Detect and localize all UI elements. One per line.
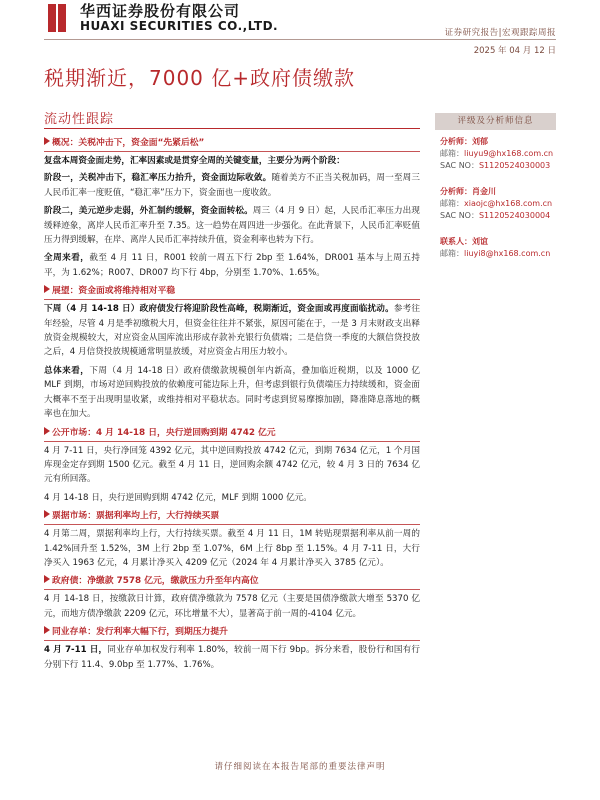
triangle-bullet-icon (44, 137, 50, 145)
paragraph (44, 592, 420, 621)
sac-label: SAC NO： (440, 161, 479, 170)
paragraph (44, 204, 420, 247)
paragraph (44, 171, 420, 200)
section-heading (44, 509, 420, 524)
analyst-email-link[interactable]: liuyu9@hx168.com.cn (464, 149, 554, 158)
section-heading (44, 625, 420, 640)
paragraph-text: 4 月 14-18 日，央行逆回购到期 4742 亿元，MLF 到期 1000 亿元。 (44, 492, 312, 503)
paragraph (44, 527, 420, 570)
heading-underline (44, 151, 420, 152)
paragraph (44, 643, 420, 672)
section-heading (44, 426, 420, 441)
paragraph (44, 364, 420, 422)
analyst-card (440, 186, 560, 222)
analyst-email-row (440, 198, 560, 210)
section-heading (44, 574, 420, 589)
email-label: 邮箱： (440, 249, 464, 258)
company-name-cn: 华西证券股份有限公司 (80, 2, 241, 20)
section-tag: 流动性跟踪 (44, 112, 115, 127)
heading-underline (44, 589, 420, 590)
section-heading-text: 政府债：净缴款 7578 亿元，缴款压力升至年内高位 (52, 576, 259, 587)
paragraph-lead: 4 月 7-11 日， (44, 645, 108, 656)
triangle-bullet-icon (44, 626, 50, 634)
contact-name: 联系人：刘谊 (440, 237, 488, 246)
paragraph-lead: 总体来看， (44, 365, 90, 376)
paragraph (44, 251, 420, 280)
paragraph-text: 4 月 14-18 日，按缴款日计算，政府债净缴款为 7578 亿元（主要是国债净缴款大增至 5370 亿元，而地方债净缴款 2209 亿元，环比增量不大），显著高于前一周的-4104 亿元。 (44, 594, 420, 619)
section-heading-text: 票据市场：票据利率均上行，大行持续买票 (52, 511, 220, 522)
section-heading-text: 展望：资金面或将维持相对平稳 (52, 286, 176, 297)
email-label: 邮箱： (440, 149, 464, 158)
paragraph-text: 下周（4 月 14-18 日）政府债缴款规模创年内新高，叠加临近税期，以及 1000 亿 MLF 到期，市场对逆回购投放的依赖度可能边际上升，但考虑到银行负债端压力持续缓和，资金面大概率不至于出现明显收紧，或维持相对平稳状态。同时考虑到贸易摩擦加剧，降准降息落地的概率也在加大。 (44, 365, 420, 420)
analyst-sac-row (440, 210, 560, 222)
paragraph-lead: 阶段二，美元逆步走弱，外汇制约缓解，资金面转松。 (44, 206, 253, 217)
analyst-name: 分析师：刘郁 (440, 137, 488, 146)
section-heading-text: 同业存单：发行利率大幅下行，到期压力提升 (52, 627, 228, 638)
analyst-name: 分析师：肖金川 (440, 187, 496, 196)
report-date: 2025 年 04 月 12 日 (473, 46, 556, 56)
section-heading (44, 136, 420, 151)
paragraph (44, 302, 420, 360)
paragraph-text: 参考往年经验，尽管 4 月是季初缴税大月，但资金往往并不紧张，原因可能在于，一是 3 月末财政支出释放资金规模较大，对应资金从国库流出形成存款补充银行负债端；二是信贷一季度的大额信贷投放之后，4 月信贷投放规模通常明显放缓，对应资金占用压力较小。 (44, 304, 420, 358)
heading-underline (44, 441, 420, 442)
email-label: 邮箱： (440, 199, 464, 208)
contact-email-row (440, 248, 560, 260)
analyst-sac-row (440, 160, 560, 172)
report-title: 税期渐近，7000 亿+政府债缴款 (44, 66, 356, 90)
section-lead: 复盘本周资金面走势，汇率因素或是贯穿全周的关键变量，主要分为两个阶段： (44, 156, 345, 166)
paragraph-text: 截至 4 月 11 日，R001 较前一周五下行 2bp 至 1.64%，DR001 基本与上周五持平，为 1.62%；R007、DR007 均下行 4bp，分别至 1.70%、1.65%。 (44, 253, 420, 278)
report-category: 证券研究报告|宏观跟踪周报 (444, 28, 556, 38)
sac-label: SAC NO： (440, 211, 479, 220)
analyst-email-link[interactable]: xiaojc@hx168.com.cn (464, 199, 553, 208)
company-name-en: HUAXI SECURITIES CO.,LTD. (80, 19, 279, 33)
analyst-sidebar (440, 136, 560, 274)
heading-underline (44, 524, 420, 525)
section-heading (44, 284, 420, 299)
paragraph-text: 随着美方不正当关税加码，周一至周三人民币汇率一度贬值，“稳汇率”压力下，资金面也一度收敛。 (44, 173, 420, 198)
triangle-bullet-icon (44, 427, 50, 435)
huaxi-logo-icon (44, 2, 70, 34)
contact-email-link[interactable]: liuyi8@hx168.com.cn (464, 249, 551, 258)
paragraph (44, 491, 420, 505)
legal-notice-footer: 请仔细阅读在本报告尾部的重要法律声明 (214, 762, 386, 772)
paragraph-lead: 全周来看， (44, 253, 90, 264)
paragraph-lead: 阶段一，关税冲击下，稳汇率压力抬升，资金面边际收敛。 (44, 173, 272, 184)
triangle-bullet-icon (44, 285, 50, 293)
heading-underline (44, 640, 420, 641)
analyst-sac-number: S1120524030003 (478, 161, 551, 170)
paragraph (44, 444, 420, 487)
analyst-card (440, 136, 560, 172)
analyst-info-title: 评级及分析师信息 (435, 113, 556, 130)
analyst-email-row (440, 148, 560, 160)
header-divider (44, 39, 556, 40)
paragraph-lead: 下周（4 月 14-18 日）政府债发行将迎阶段性高峰，税期渐近，资金面或再度面临扰动。 (44, 304, 394, 315)
paragraph-text: 4 月 7-11 日，央行净回笼 4392 亿元，其中逆回购投放 4742 亿元，到期 7634 亿元，1 个月国库现金定存到期 1500 亿元。截至 4 月 11 日，逆回购余额 4742 亿元，较 4 月 3 日的 7634 亿元有所回落。 (44, 445, 420, 485)
section-divider (44, 128, 420, 129)
paragraph-text: 同业存单加权发行利率 1.80%，较前一周下行 9bp。拆分来看，股份行和国有行分别下行 11.4、9.0bp 至 1.77%、1.76%。 (44, 645, 420, 670)
contact-card (440, 236, 560, 260)
analyst-sac-number: S1120524030004 (478, 211, 551, 220)
section-heading-text: 概况：关税冲击下，资金面“先紧后松” (52, 138, 205, 148)
paragraph-text: 4 月第二周，票据利率均上行，大行持续买票。截至 4 月 11 日，1M 转贴现票据利率从前一周的 1.42%回升至 1.52%，3M 上行 2bp 至 1.07%，6M 上行 8bp 至 1.15%。4 月 7-11 日，大行净买入 1963 亿元，4 月累计净买入 4209 亿元（2024 年 4 月累计净买入 3785 亿元）。 (44, 529, 420, 568)
triangle-bullet-icon (44, 575, 50, 583)
heading-underline (44, 299, 420, 300)
section-heading-text: 公开市场：4 月 14-18 日，央行逆回购到期 4742 亿元 (52, 427, 276, 438)
report-body (44, 134, 420, 676)
paragraph-text: 周三（4 月 9 日）起，人民币汇率压力出现缓释迹象，离岸人民币汇率升至 7.35。这一趋势在周四进一步强化。在此背景下，人民币汇率贬值压力得到缓解，在岸、离岸人民币汇率持续升值，资金利率也转为下行。 (44, 206, 420, 246)
triangle-bullet-icon (44, 510, 50, 518)
